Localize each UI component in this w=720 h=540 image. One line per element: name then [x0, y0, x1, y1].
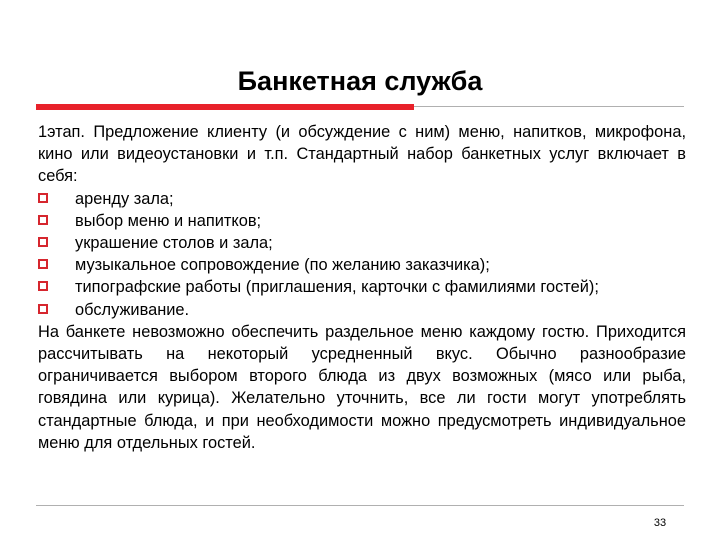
intro-paragraph: 1этап. Предложение клиенту (и обсуждение с ним) меню, напитков, микрофона, кино или видеоустановки и т.п. Стандартный набор банкетных услуг включает в себя:	[38, 123, 686, 186]
hollow-square-bullet-icon	[38, 259, 48, 269]
list-item-text: типографские работы (приглашения, карточки с фамилиями гостей);	[75, 278, 599, 297]
closing-paragraph: На банкете невозможно обеспечить раздельное меню каждому гостю. Приходится рассчитывать на некоторый усредненный вкус. Обычно разнообразие ограничивается выбором второго блюда из двух возможных (мясо или рыба, говядина или курица). Желательно уточнить, все ли гости могут употреблять стандартные блюда, и при необходимости можно предусмотреть индивидуальное меню для отдельных гостей.	[38, 322, 686, 452]
footer-divider	[36, 505, 684, 506]
list-item-text: выбор меню и напитков;	[75, 211, 262, 230]
title-underline	[36, 104, 684, 110]
list-item-text: аренду зала;	[75, 189, 174, 208]
list-item	[38, 299, 686, 321]
title-underline-red-bar	[36, 104, 414, 110]
list-item-text: украшение столов и зала;	[75, 234, 273, 253]
list-item	[38, 210, 686, 232]
services-list	[38, 188, 686, 321]
hollow-square-bullet-icon	[38, 237, 48, 247]
slide-title: Банкетная служба	[237, 66, 483, 96]
hollow-square-bullet-icon	[38, 193, 48, 203]
list-item	[38, 276, 686, 298]
hollow-square-bullet-icon	[38, 215, 48, 225]
title-underline-gray-line	[414, 106, 684, 107]
list-item	[38, 254, 686, 276]
page-number: 33	[653, 517, 667, 529]
hollow-square-bullet-icon	[38, 281, 48, 291]
slide-body	[38, 121, 686, 454]
list-item-text: обслуживание.	[75, 300, 190, 319]
hollow-square-bullet-icon	[38, 304, 48, 314]
list-item-text: музыкальное сопровождение (по желанию заказчика);	[75, 256, 490, 275]
list-item	[38, 188, 686, 210]
list-item	[38, 232, 686, 254]
